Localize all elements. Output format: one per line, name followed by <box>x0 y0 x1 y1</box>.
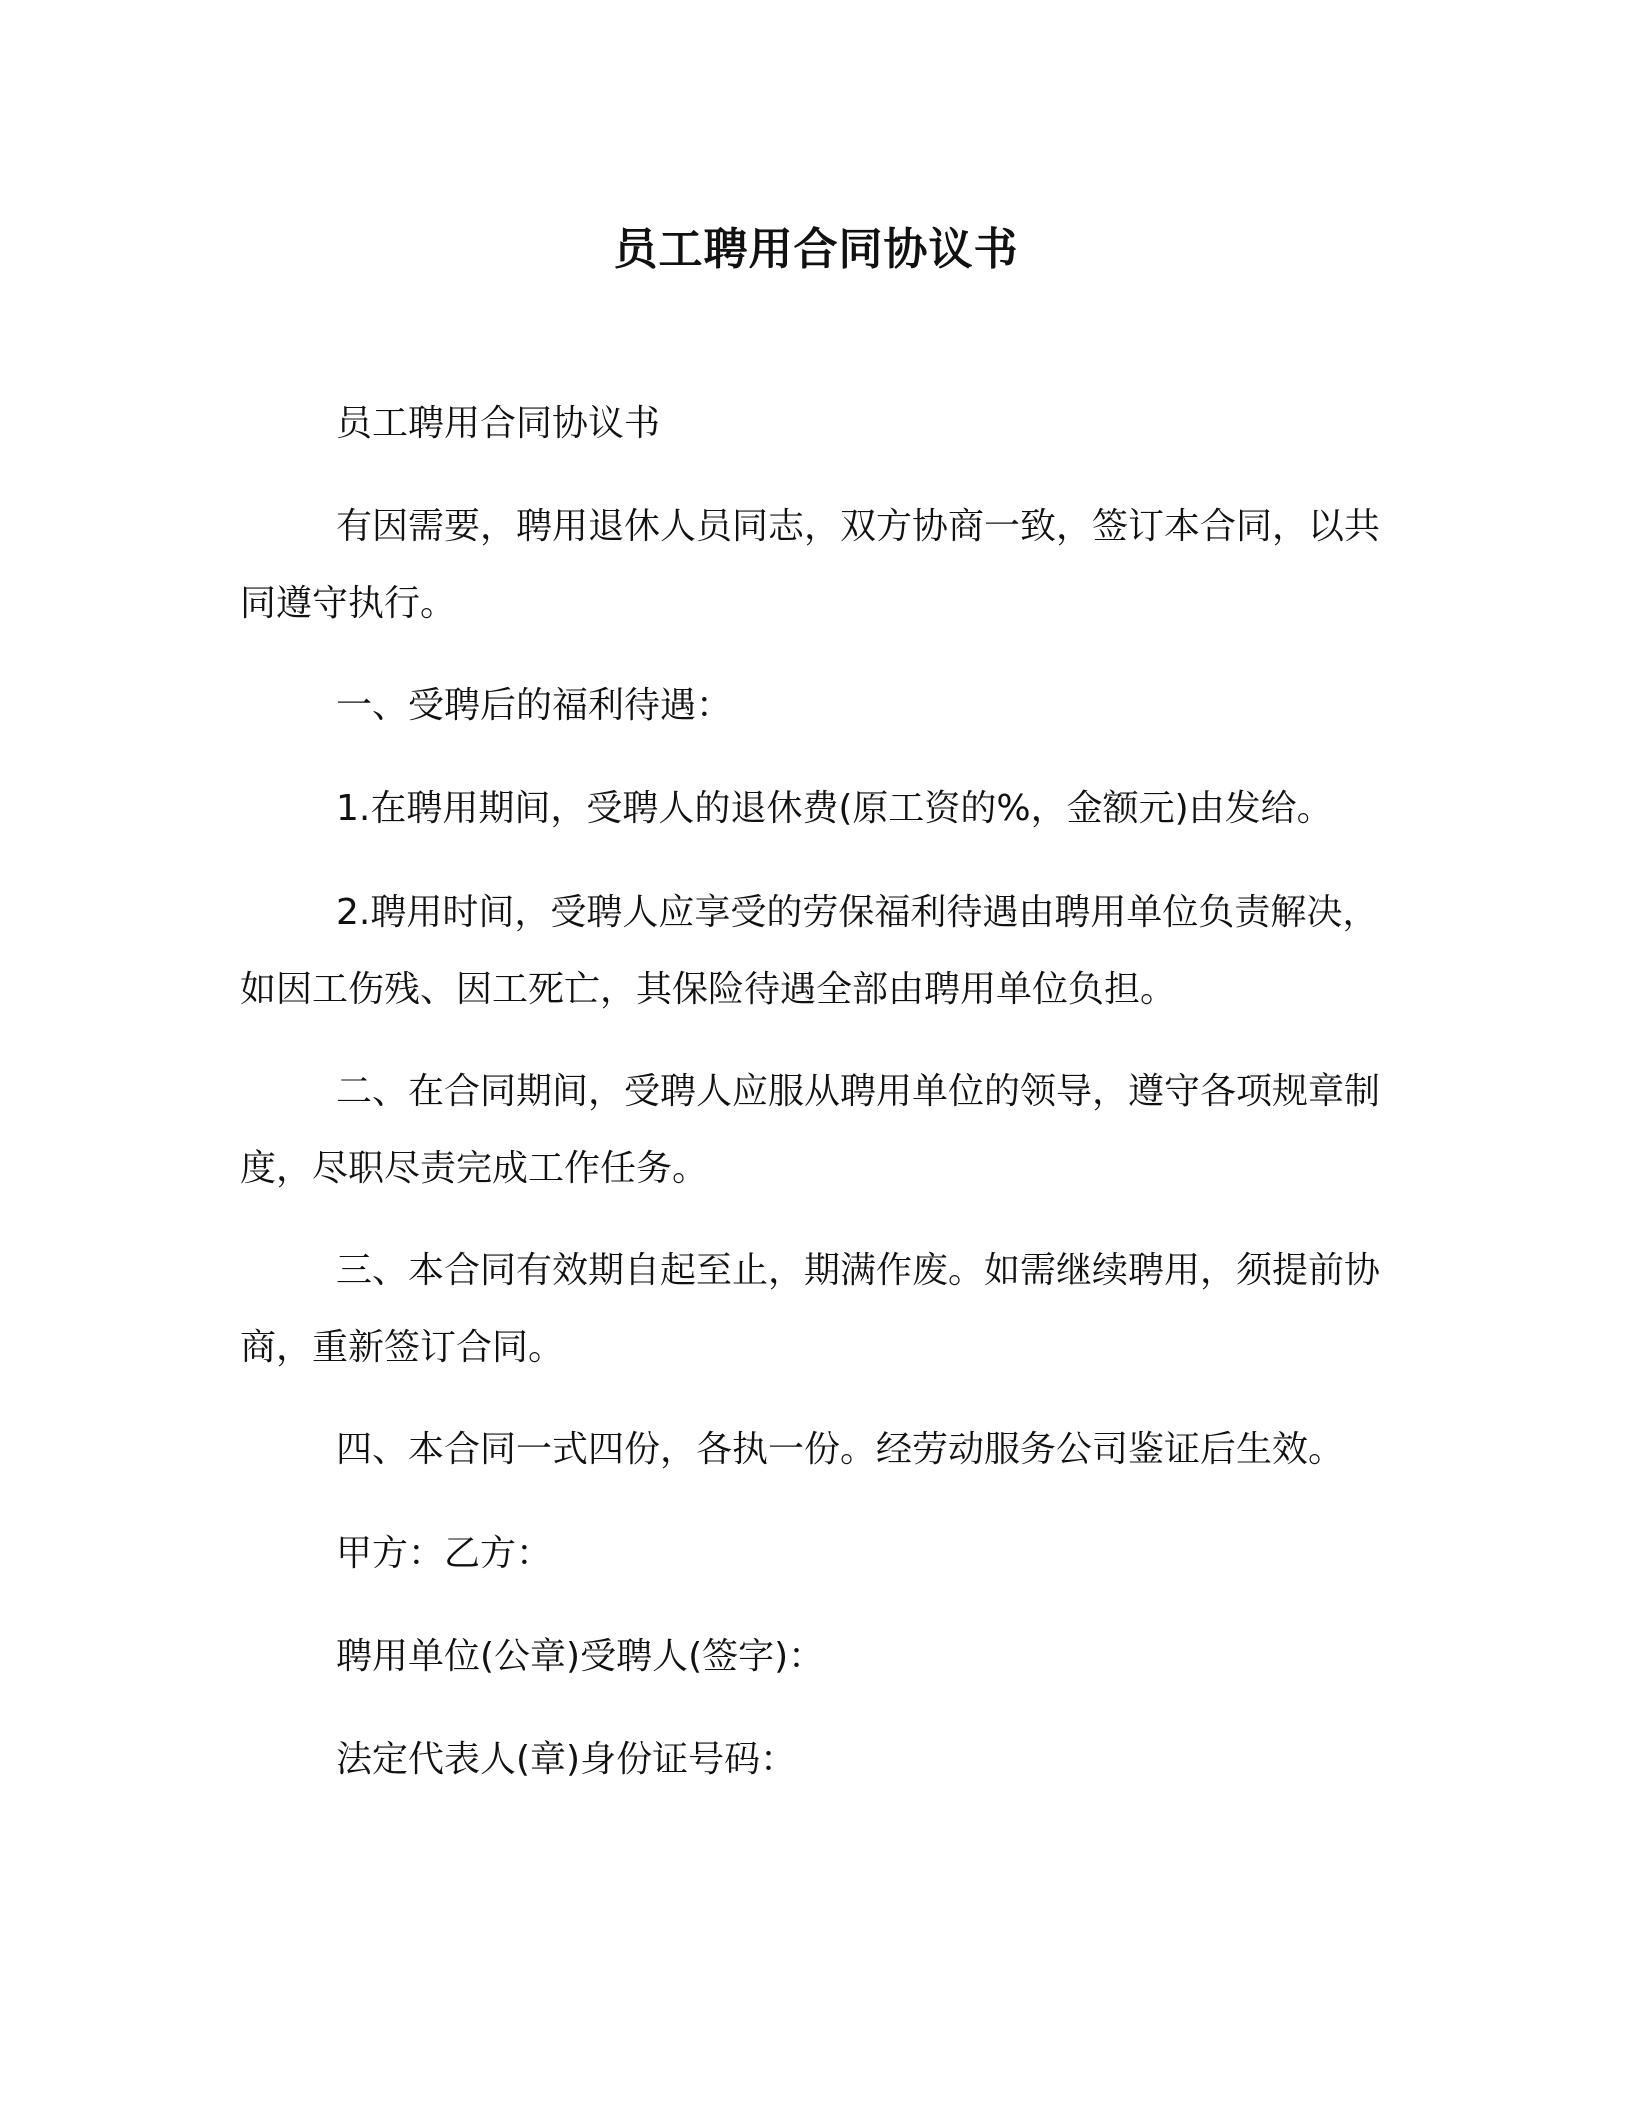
clause-2-paragraph: 2.聘用时间，受聘人应享受的劳保福利待遇由聘用单位负责解决，如因工伤残、因工死亡，其保险待遇全部由聘用单位负担。 <box>240 892 1379 1010</box>
subtitle-paragraph: 员工聘用合同协议书 <box>336 403 661 444</box>
signature-line-representative: 法定代表人(章)身份证号码： <box>336 1739 797 1780</box>
section-four-paragraph: 四、本合同一式四份，各执一份。经劳动服务公司鉴证后生效。 <box>336 1429 1345 1470</box>
document-title: 员工聘用合同协议书 <box>613 224 1019 275</box>
intro-paragraph: 有因需要，聘用退休人员同志，双方协商一致，签订本合同，以共同遵守执行。 <box>240 506 1381 624</box>
clause-1-paragraph: 1.在聘用期间，受聘人的退休费(原工资的%，金额元)由发给。 <box>336 788 1333 829</box>
section-two-paragraph: 二、在合同期间，受聘人应服从聘用单位的领导，遵守各项规章制度，尽职尽责完成工作任务。 <box>240 1071 1381 1189</box>
section-one-heading: 一、受聘后的福利待遇： <box>336 685 733 726</box>
section-three-paragraph: 三、本合同有效期自起至止，期满作废。如需继续聘用，须提前协商，重新签订合同。 <box>240 1250 1381 1368</box>
signature-line-employer: 聘用单位(公章)受聘人(签字)： <box>336 1636 825 1677</box>
party-labels-line: 甲方：乙方： <box>336 1533 553 1574</box>
